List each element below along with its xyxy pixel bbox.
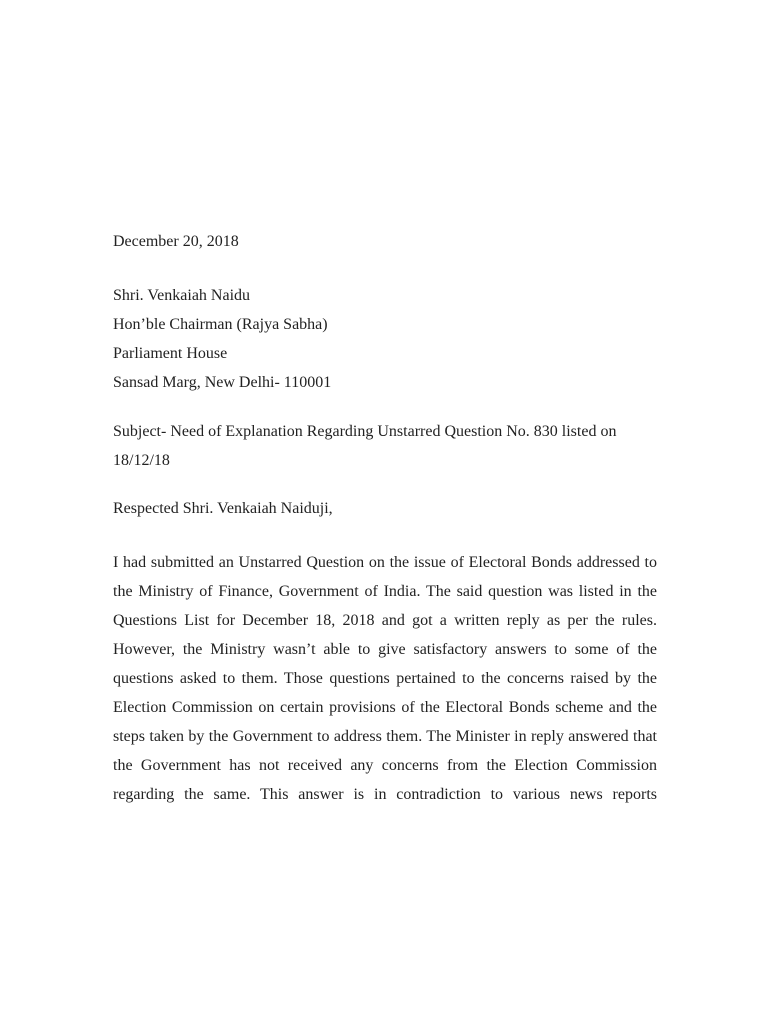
body-line: the Government has not received any concerns from the Election Commission [113, 757, 657, 774]
body-line: questions asked to them. Those questions pertained to the concerns raised by the [113, 670, 657, 687]
body-line: Election Commission on certain provisions of the Electoral Bonds scheme and the [113, 699, 657, 716]
recipient-address [113, 286, 657, 393]
body-line: regarding the same. This answer is in contradiction to various news reports [113, 786, 657, 803]
subject [113, 422, 657, 471]
subject-line: Subject- Need of Explanation Regarding Unstarred Question No. 830 listed on [113, 423, 617, 440]
letter [113, 232, 657, 814]
address-line: Hon’ble Chairman (Rajya Sabha) [113, 316, 328, 333]
salutation: Respected Shri. Venkaiah Naiduji, [113, 500, 333, 517]
body-line: steps taken by the Government to address them. The Minister in reply answered that [113, 728, 657, 745]
body-line: However, the Ministry wasn’t able to give satisfactory answers to some of the [113, 641, 657, 658]
subject-line: 18/12/18 [113, 452, 170, 469]
body-paragraph [113, 553, 657, 805]
body-line: I had submitted an Unstarred Question on the issue of Electoral Bonds addressed to [113, 554, 657, 571]
address-line: Shri. Venkaiah Naidu [113, 287, 251, 304]
body-line: the Ministry of Finance, Government of India. The said question was listed in the [113, 583, 657, 600]
letter-date: December 20, 2018 [113, 233, 239, 250]
body-line: Questions List for December 18, 2018 and got a written reply as per the rules. [113, 612, 657, 629]
address-line: Parliament House [113, 345, 228, 362]
address-line: Sansad Marg, New Delhi- 110001 [113, 374, 332, 391]
